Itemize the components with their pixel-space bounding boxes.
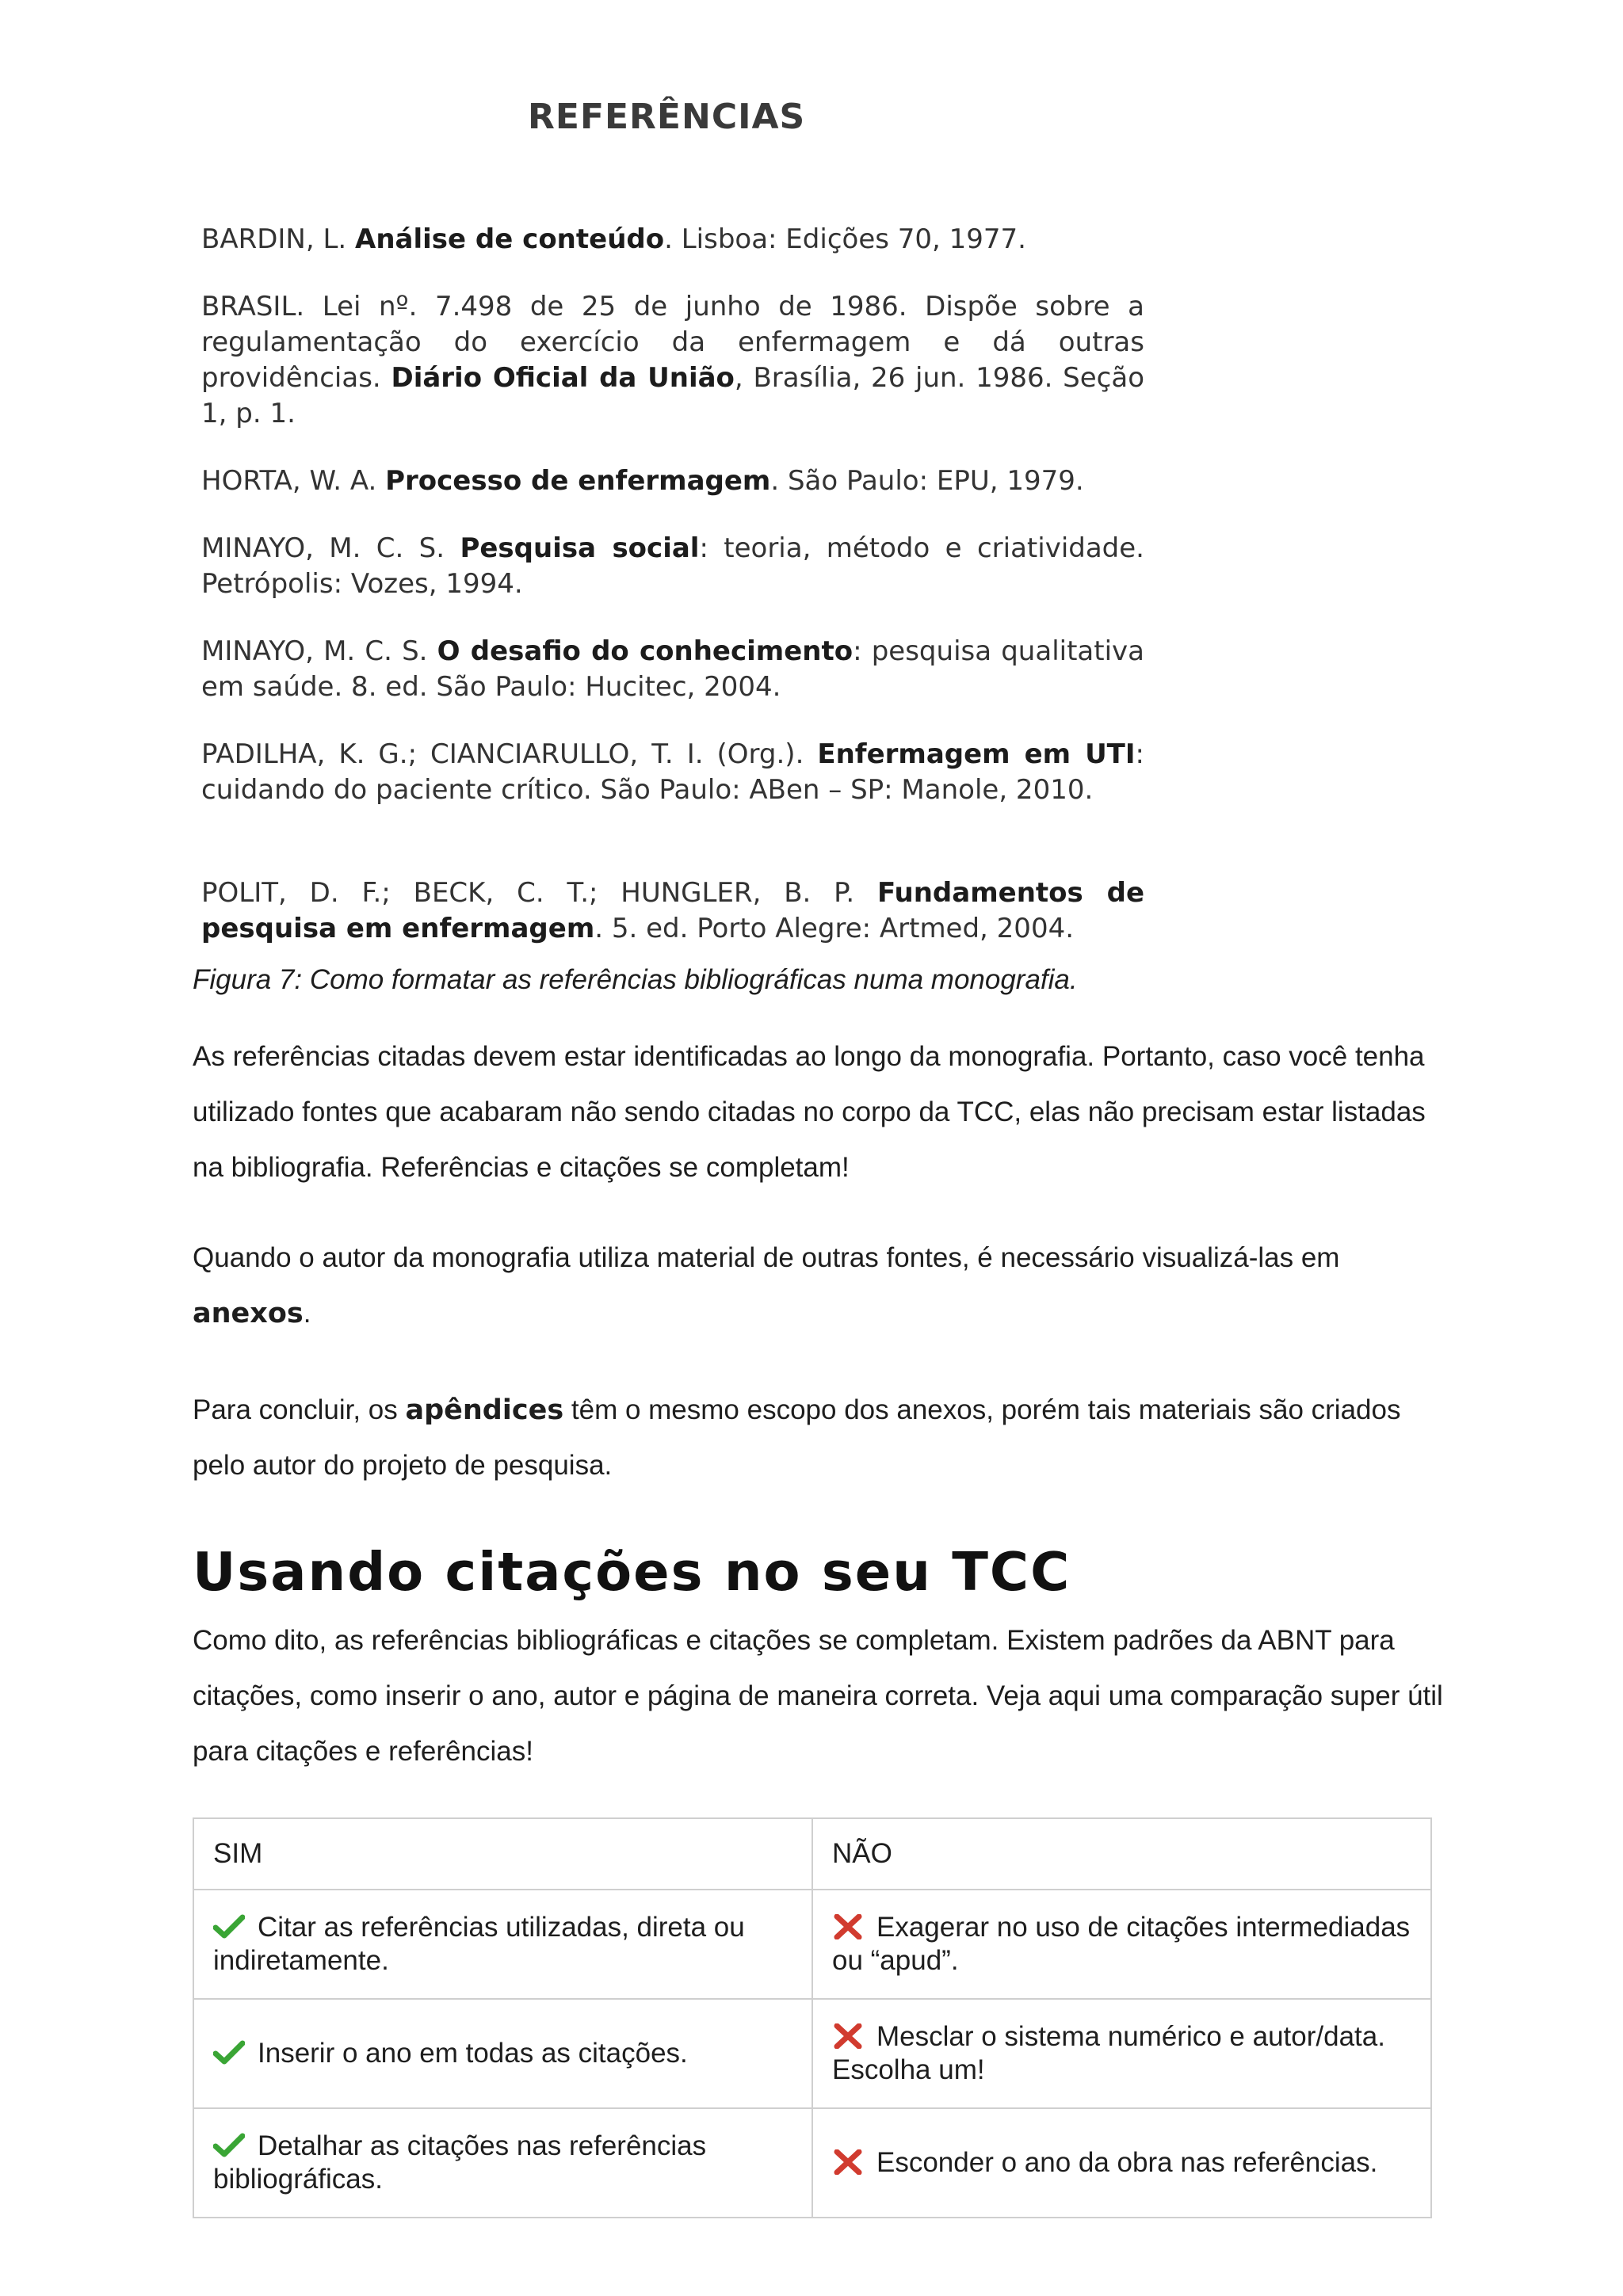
figure-title: REFERÊNCIAS xyxy=(528,97,806,137)
header-sim: SIM xyxy=(193,1818,812,1890)
cross-mark-icon xyxy=(832,1914,864,1939)
reference-entry: MINAYO, M. C. S. O desafio do conhecimento: pesquisa qualitativa em saúde. 8. ed. São Paulo: Hucitec, 2004. xyxy=(201,635,1144,703)
table-cell-yes: Detalhar as citações nas referências bibliográficas. xyxy=(193,2108,812,2218)
paragraph-anexos: Quando o autor da monografia utiliza material de outras fontes, é necessário visualizá-las em anexos. xyxy=(193,1242,1340,1329)
cross-mark-icon xyxy=(832,2023,864,2049)
table-cell-no: Exagerar no uso de citações intermediadas ou “apud”. xyxy=(812,1890,1431,1999)
check-mark-icon xyxy=(213,2040,245,2065)
term-anexos: anexos xyxy=(193,1298,304,1329)
paragraph-references-cited: As referências citadas devem estar identificadas ao longo da monografia. Portanto, caso você tenha utilizado fontes que acabaram não sendo citadas no corpo da TCC, elas não precisam estar listadas na bibliografia. Referências e citações se completam! xyxy=(193,1041,1426,1183)
section-heading: Usando citações no seu TCC xyxy=(193,1541,1071,1603)
comparison-table xyxy=(193,1817,1432,2218)
table-header-row xyxy=(193,1818,1431,1890)
term-apendices: apêndices xyxy=(405,1394,564,1426)
reference-entry: POLIT, D. F.; BECK, C. T.; HUNGLER, B. P. Fundamentos de pesquisa em enfermagem. 5. ed. Porto Alegre: Artmed, 2004. xyxy=(201,877,1144,944)
figure-caption: Figura 7: Como formatar as referências bibliográficas numa monografia. xyxy=(193,964,1078,995)
table-row xyxy=(193,2108,1431,2218)
table-row xyxy=(193,1999,1431,2108)
references-figure-image xyxy=(184,79,1167,944)
reference-entry: HORTA, W. A. Processo de enfermagem. São Paulo: EPU, 1979. xyxy=(201,465,1084,497)
check-mark-icon xyxy=(213,1914,245,1939)
reference-list xyxy=(201,222,1144,978)
reference-entry: BARDIN, L. Análise de conteúdo. Lisboa: Edições 70, 1977. xyxy=(201,223,1026,255)
check-mark-icon xyxy=(213,2133,245,2158)
table-cell-no: Mesclar o sistema numérico e autor/data. Escolha um! xyxy=(812,1999,1431,2108)
cross-mark-icon xyxy=(832,2149,864,2175)
reference-entry: MINAYO, M. C. S. Pesquisa social: teoria, método e criatividade. Petrópolis: Vozes, 1994. xyxy=(201,532,1144,600)
reference-entry: BRASIL. Lei nº. 7.498 de 25 de junho de 1986. Dispõe sobre a regulamentação do exercício da enfermagem e dá outras providências. Diário Oficial da União, Brasília, 26 jun. 1986. Seção 1, p. 1. xyxy=(201,291,1144,429)
paragraph-citations-intro: Como dito, as referências bibliográficas e citações se completam. Existem padrões da ABNT para citações, como inserir o ano, autor e página de maneira correta. Veja aqui uma comparação super útil para citações e referências! xyxy=(193,1625,1443,1767)
table-row xyxy=(193,1890,1431,1999)
table-cell-no: Esconder o ano da obra nas referências. xyxy=(812,2108,1431,2218)
paragraph-apendices: Para concluir, os apêndices têm o mesmo escopo dos anexos, porém tais materiais são criados pelo autor do projeto de pesquisa. xyxy=(193,1394,1401,1481)
table-cell-yes: Citar as referências utilizadas, direta ou indiretamente. xyxy=(193,1890,812,1999)
table-cell-yes: Inserir o ano em todas as citações. xyxy=(193,1999,812,2108)
reference-entry: PADILHA, K. G.; CIANCIARULLO, T. I. (Org.). Enfermagem em UTI: cuidando do paciente crítico. São Paulo: ABen – SP: Manole, 2010. xyxy=(201,738,1144,806)
header-nao: NÃO xyxy=(812,1818,1431,1890)
